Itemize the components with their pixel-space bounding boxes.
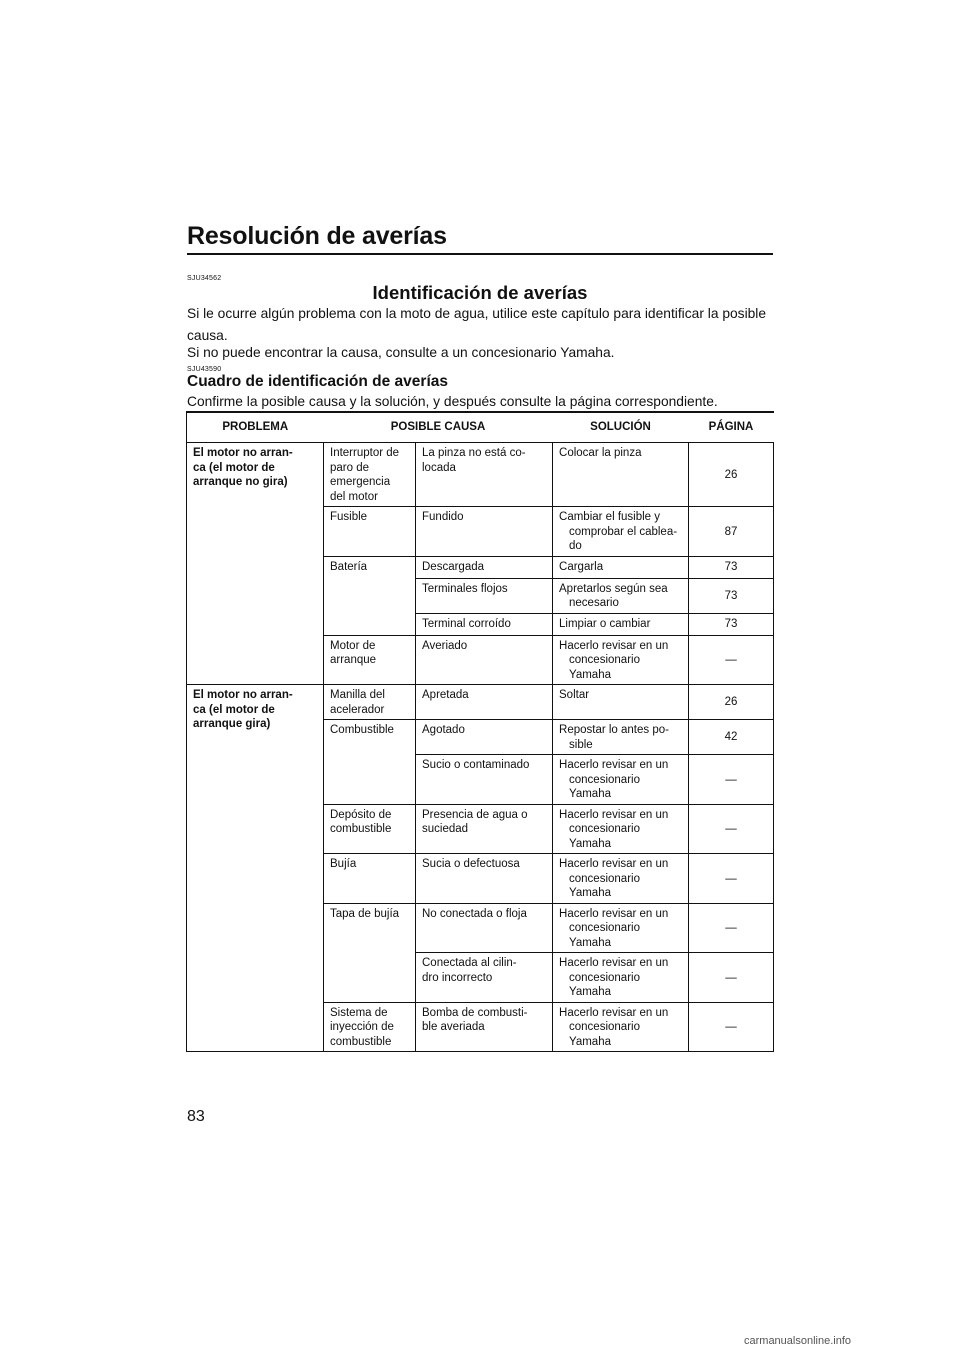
cell-text-line: Cambiar el fusible y xyxy=(559,511,660,523)
cell-text-line: sible xyxy=(569,738,593,751)
page-ref-cell: 87 xyxy=(689,507,774,557)
cell-text-line: Tapa de bujía xyxy=(330,907,400,920)
cell-text-line: La pinza no está co- xyxy=(422,447,526,459)
cell-text-line: locada xyxy=(422,461,456,474)
solution-cell xyxy=(553,635,689,685)
solution-cell xyxy=(553,755,689,805)
troubleshooting-table xyxy=(186,411,774,1052)
cell-text-line: inyección de xyxy=(330,1021,394,1033)
cell-text-line: Terminal corroído xyxy=(422,617,511,630)
solution-cell xyxy=(553,443,689,507)
cell-text-line: Sistema de xyxy=(330,1006,388,1019)
cell-text-line: Hacerlo revisar en un xyxy=(559,1006,669,1019)
chapter-title: Resolución de averías xyxy=(187,222,447,250)
cause-cell xyxy=(416,613,553,635)
problem-cell xyxy=(187,443,324,685)
solution-cell xyxy=(553,804,689,854)
cell-text-line: Hacerlo revisar en un xyxy=(559,957,669,969)
cell-text-line: Hacerlo revisar en un xyxy=(559,907,669,920)
solution-cell xyxy=(553,556,689,578)
solution-cell xyxy=(553,578,689,613)
cell-text-line: concesionario xyxy=(569,1021,640,1033)
cell-text-line: Apretada xyxy=(422,689,469,701)
cell-text-line: Combustible xyxy=(330,724,394,736)
table-row xyxy=(187,443,774,507)
cell-text-line: Soltar xyxy=(559,689,590,701)
cell-text-line: Fundido xyxy=(422,511,464,523)
cell-text-line: ca (el motor de xyxy=(193,461,275,474)
cell-text-line: Averiado xyxy=(422,639,468,652)
cause-cell xyxy=(416,755,553,805)
cause-cell xyxy=(416,953,553,1003)
cell-text-line: concesionario xyxy=(569,922,640,934)
solution-cell xyxy=(553,613,689,635)
cell-text-line: Yamaha xyxy=(569,936,611,949)
cell-text-line: Bomba de combusti- xyxy=(422,1006,528,1019)
cell-text-line: concesionario xyxy=(569,654,640,666)
cause-cell xyxy=(416,635,553,685)
cell-text-line: Depósito de xyxy=(330,808,392,821)
cell-text-line: ca (el motor de xyxy=(193,703,275,716)
page-ref-cell: 26 xyxy=(689,685,774,720)
cause-cell xyxy=(416,685,553,720)
page-ref-cell: — xyxy=(689,1002,774,1052)
page-ref-cell: 26 xyxy=(689,443,774,507)
component-cell xyxy=(324,854,416,904)
cause-cell xyxy=(416,804,553,854)
cell-text-line: Presencia de agua o xyxy=(422,808,528,821)
cell-text-line: Apretarlos según sea xyxy=(559,582,668,595)
component-cell xyxy=(324,903,416,1002)
header-problema: PROBLEMA xyxy=(187,412,324,443)
cell-text-line: del motor xyxy=(330,490,378,503)
cell-text-line: combustible xyxy=(330,1035,392,1048)
section-title: Identificación de averías xyxy=(372,282,588,303)
header-posible-causa: POSIBLE CAUSA xyxy=(324,412,553,443)
page-ref-cell: — xyxy=(689,755,774,805)
component-cell xyxy=(324,443,416,507)
cause-cell xyxy=(416,507,553,557)
page-ref-cell: — xyxy=(689,635,774,685)
solution-cell xyxy=(553,953,689,1003)
page-number: 83 xyxy=(187,1108,205,1125)
solution-cell xyxy=(553,903,689,953)
cell-text-line: Limpiar o cambiar xyxy=(559,617,651,630)
solution-cell xyxy=(553,720,689,755)
cell-text-line: Batería xyxy=(330,560,368,573)
cell-text-line: Hacerlo revisar en un xyxy=(559,759,669,771)
component-cell xyxy=(324,507,416,557)
solution-cell xyxy=(553,1002,689,1052)
cell-text-line: necesario xyxy=(569,597,619,609)
cell-text-line: Interruptor de xyxy=(330,447,400,459)
cell-text-line: Yamaha xyxy=(569,986,611,998)
header-pagina: PÁGINA xyxy=(689,412,774,443)
table-header xyxy=(187,412,774,443)
component-cell xyxy=(324,804,416,854)
cell-text-line: concesionario xyxy=(569,872,640,885)
cell-text-line: ble averiada xyxy=(422,1021,485,1033)
cause-cell xyxy=(416,1002,553,1052)
cell-text-line: combustible xyxy=(330,823,392,835)
header-rule xyxy=(187,253,773,255)
component-cell xyxy=(324,556,416,635)
component-cell xyxy=(324,685,416,720)
solution-cell xyxy=(553,507,689,557)
cell-text-line: Agotado xyxy=(422,724,465,736)
cell-text-line: El motor no arran- xyxy=(193,689,293,701)
cell-text-line: Cargarla xyxy=(559,560,604,573)
cell-text-line: Yamaha xyxy=(569,668,611,681)
subsection-code: SJU43590 xyxy=(187,366,222,373)
page-ref-cell: 73 xyxy=(689,613,774,635)
cell-text-line: Yamaha xyxy=(569,837,611,850)
cell-text-line: Motor de xyxy=(330,639,376,652)
header-solucion: SOLUCIÓN xyxy=(553,412,689,443)
cell-text-line: Conectada al cilin- xyxy=(422,957,517,969)
cell-text-line: paro de xyxy=(330,461,370,474)
cell-text-line: arranque xyxy=(330,654,377,666)
page-ref-cell: — xyxy=(689,953,774,1003)
cell-text-line: Manilla del xyxy=(330,689,385,701)
cause-cell xyxy=(416,578,553,613)
cell-text-line: Terminales flojos xyxy=(422,582,508,595)
page-ref-cell: — xyxy=(689,854,774,904)
cell-text-line: No conectada o floja xyxy=(422,907,527,920)
cause-cell xyxy=(416,443,553,507)
cell-text-line: Fusible xyxy=(330,511,368,523)
cell-text-line: comprobar el cablea- xyxy=(569,525,678,538)
component-cell xyxy=(324,720,416,805)
table-row xyxy=(187,685,774,720)
cell-text-line: dro incorrecto xyxy=(422,971,493,984)
cell-text-line: suciedad xyxy=(422,823,469,835)
watermark-text: carmanualsonline.info xyxy=(744,1335,852,1347)
cell-text-line: Bujía xyxy=(330,858,357,870)
cell-text-line: arranque gira) xyxy=(193,718,271,730)
section-code: SJU34562 xyxy=(187,275,222,282)
cell-text-line: do xyxy=(569,540,582,552)
cell-text-line: concesionario xyxy=(569,971,640,984)
cell-text-line: Hacerlo revisar en un xyxy=(559,858,669,870)
table-body xyxy=(187,443,774,1052)
cell-text-line: acelerador xyxy=(330,703,385,716)
cell-text-line: concesionario xyxy=(569,773,640,786)
solution-cell xyxy=(553,854,689,904)
page-ref-cell: 73 xyxy=(689,578,774,613)
cell-text-line: Descargada xyxy=(422,560,485,573)
cell-text-line: emergencia xyxy=(330,476,391,488)
cell-text-line: arranque no gira) xyxy=(193,476,288,488)
cell-text-line: Yamaha xyxy=(569,788,611,800)
cell-text-line: Yamaha xyxy=(569,887,611,899)
component-cell xyxy=(324,635,416,685)
cell-text-line: Sucio o contaminado xyxy=(422,759,530,771)
component-cell xyxy=(324,1002,416,1052)
section-paragraph-1: Si le ocurre algún problema con la moto de agua, utilice este capítulo para identificar la posible causa. xyxy=(187,306,767,343)
cell-text-line: Sucia o defectuosa xyxy=(422,858,520,870)
cell-text-line: Hacerlo revisar en un xyxy=(559,808,669,821)
cell-text-line: Hacerlo revisar en un xyxy=(559,639,669,652)
cell-text-line: Yamaha xyxy=(569,1035,611,1048)
page-ref-cell: 42 xyxy=(689,720,774,755)
page-ref-cell: 73 xyxy=(689,556,774,578)
solution-cell xyxy=(553,685,689,720)
cell-text-line: Colocar la pinza xyxy=(559,447,642,459)
cause-cell xyxy=(416,854,553,904)
cause-cell xyxy=(416,720,553,755)
subsection-intro: Confirme la posible causa y la solución, y después consulte la página correspondiente. xyxy=(187,394,718,409)
subsection-title: Cuadro de identificación de averías xyxy=(187,373,448,390)
page-ref-cell: — xyxy=(689,804,774,854)
cell-text-line: Repostar lo antes po- xyxy=(559,724,669,736)
problem-cell xyxy=(187,685,324,1052)
cell-text-line: concesionario xyxy=(569,823,640,835)
section-paragraph-2: Si no puede encontrar la causa, consulte a un concesionario Yamaha. xyxy=(187,345,615,360)
page-ref-cell: — xyxy=(689,903,774,953)
cell-text-line: El motor no arran- xyxy=(193,447,293,459)
cause-cell xyxy=(416,556,553,578)
cause-cell xyxy=(416,903,553,953)
